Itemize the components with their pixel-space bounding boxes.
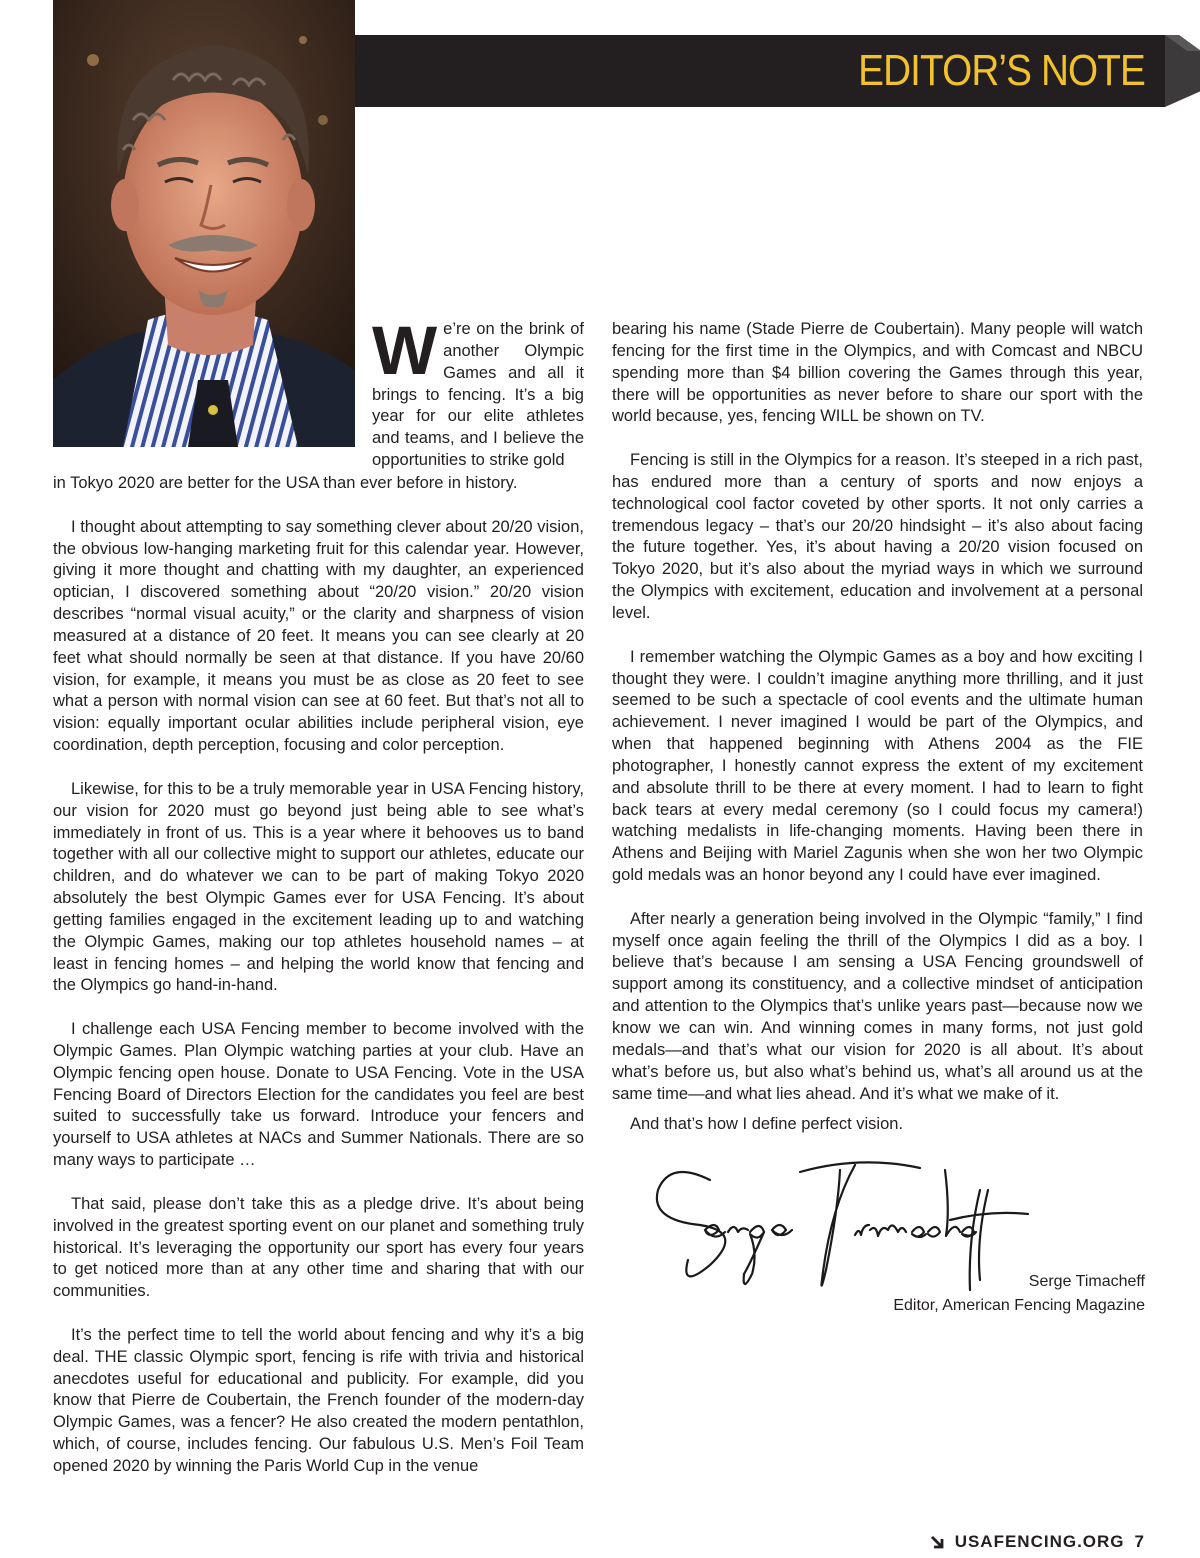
article-paragraph: Fencing is still in the Olympics for a reason. It’s steeped in a rich past, has endured more than a century of sports and now enjoys a technological cool factor coveted by other sports. It not only carries a tremendous legacy – that’s our 20/20 hindsight – it’s also about facing the future together. Yes, it’s about having a 20/20 vision focused on Tokyo 2020, but it’s also about the myriad ways in which we surround the Olympics with excitement, education and involvement at a personal level. (612, 451, 1143, 622)
intro-text: e’re on the brink of another Olympic Games and all it brings to fencing. It’s a big year for our elite athletes and teams, and I believe the opportunities to strike gold (372, 320, 584, 470)
article-paragraph: I challenge each USA Fencing member to become involved with the Olympic Games. Plan Olympic watching parties at your club. Have an Olympic fencing open house. Donate to USA Fencing. Vote in the USA Fencing Board of Directors Election for the candidates you feel are best suited to successfully take us forward. Introduce your fencers and yourself to USA athletes at NACs and Summer Nationals. There are so many ways to participate … (53, 1020, 584, 1170)
banner-fold-shape (1165, 35, 1200, 107)
article-paragraph-continuation: bearing his name (Stade Pierre de Coubertain). Many people will watch fencing for the first time in the Olympics, and with Comcast and NBCU spending more than $4 billion covering the Games through this year, there will be opportunities as never before to share our sport with the world because, yes, fencing WILL be shown on TV. (612, 320, 1143, 426)
article-paragraph: That said, please don’t take this as a pledge drive. It’s about being involved in the greatest sporting event on our planet and something truly historical. It’s leveraging the opportunity our sport has every four years to get noticed more than at any other time and sharing that with our communities. (53, 1194, 584, 1301)
intro-continuation: in Tokyo 2020 are better for the USA than ever before in history. (53, 474, 518, 492)
closing-line: And that’s how I define perfect vision. (630, 1115, 904, 1133)
article-paragraph: It’s the perfect time to tell the world about fencing and why it’s a big deal. THE classic Olympic sport, fencing is rife with trivia and historical anecdotes useful for educational and publicity. For example, did you know that Pierre de Coubertain, the French founder of the modern-day Olympic Games, was a fencer? He also created the modern pentathlon, which, of course, includes fencing. Our fabulous U.S. Men’s Foil Team opened 2020 by winning the Paris World Cup in the venue (53, 1325, 584, 1475)
article-paragraph: I thought about attempting to say something clever about 20/20 vision, the obvious low-hanging marketing fruit for this calendar year. However, giving it more thought and chatting with my daughter, an experienced optician, I discovered something about “20/20 vision.” 20/20 vision describes “normal visual acuity,” or the clarity and sharpness of vision measured at a distance of 20 feet. It means you can see clearly at 20 feet what should normally be seen at that distance. If you have 20/60 vision, for example, it means you must be as close as 20 feet to see what a person with normal vision can see at 60 feet. But that’s not all to vision: equally important ocular abilities include peripheral vision, eye coordination, depth perception, focusing and color perception. (53, 517, 584, 755)
footer-site: USAFENCING.ORG (954, 1532, 1125, 1551)
page-footer (929, 1532, 1145, 1552)
article-column-right (612, 319, 1143, 1127)
arrow-down-right-icon (929, 1534, 945, 1550)
article-paragraph: I remember watching the Olympic Games as a boy and how exciting I thought they were. I couldn’t imagine anything more thrilling, and it just seemed to be such a spectacle of cool events and the ultimate human achievement. I never imagined I would be part of the Olympics, and when that happened beginning with Athens 2004 as the FIE photographer, I honestly cannot express the extent of my excitement and absolute thrill to be there at every moment. I had to learn to fight back tears at every medal ceremony (so I could focus my camera!) watching medalists in life-changing moments. Having been there in Athens and Beijing with Mariel Zagunis when she won her two Olympic gold medals was an honor beyond any I could have ever imagined. (612, 647, 1143, 885)
signer-title: Editor, American Fencing Magazine (893, 1297, 1145, 1314)
article-paragraph: After nearly a generation being involved in the Olympic “family,” I find myself once again feeling the thrill of the Olympics I did as a boy. I believe that’s because I am sensing a USA Fencing groundswell of support among its constituency, and a collective mindset of anticipation and attention to the Olympics that’s unlike years past—because now we know we can win. And winning comes in many forms, not just gold medals—and that’s what our vision for 2020 is all about. It’s about what’s before us, but also what’s behind us, what’s all around us at the same time—and what lies ahead. And it’s what we make of it. (612, 909, 1143, 1103)
article-column-left (53, 473, 584, 1500)
article-intro-wrapped (372, 312, 584, 472)
section-title: EDITOR’S NOTE (858, 46, 1145, 95)
page-number: 7 (1134, 1532, 1145, 1551)
drop-cap: W (372, 312, 438, 389)
editor-portrait-photo (53, 0, 355, 447)
handwritten-signature (650, 1150, 1030, 1300)
signer-name: Serge Timacheff (1028, 1273, 1145, 1290)
article-paragraph: Likewise, for this to be a truly memorable year in USA Fencing history, our vision for 2020 must go beyond just being able to see what’s immediately in front of us. This is a year where it behooves us to band together with all our collective might to support our athletes, educate our children, and do whatever we can to be part of making Tokyo 2020 absolutely the best Olympic Games ever for USA Fencing. It’s about getting families engaged in the excitement leading up to and watching the Olympic Games, making our top athletes household names – at least in fencing homes – and helping the world know that fencing and the Olympics go hand-in-hand. (53, 779, 584, 995)
